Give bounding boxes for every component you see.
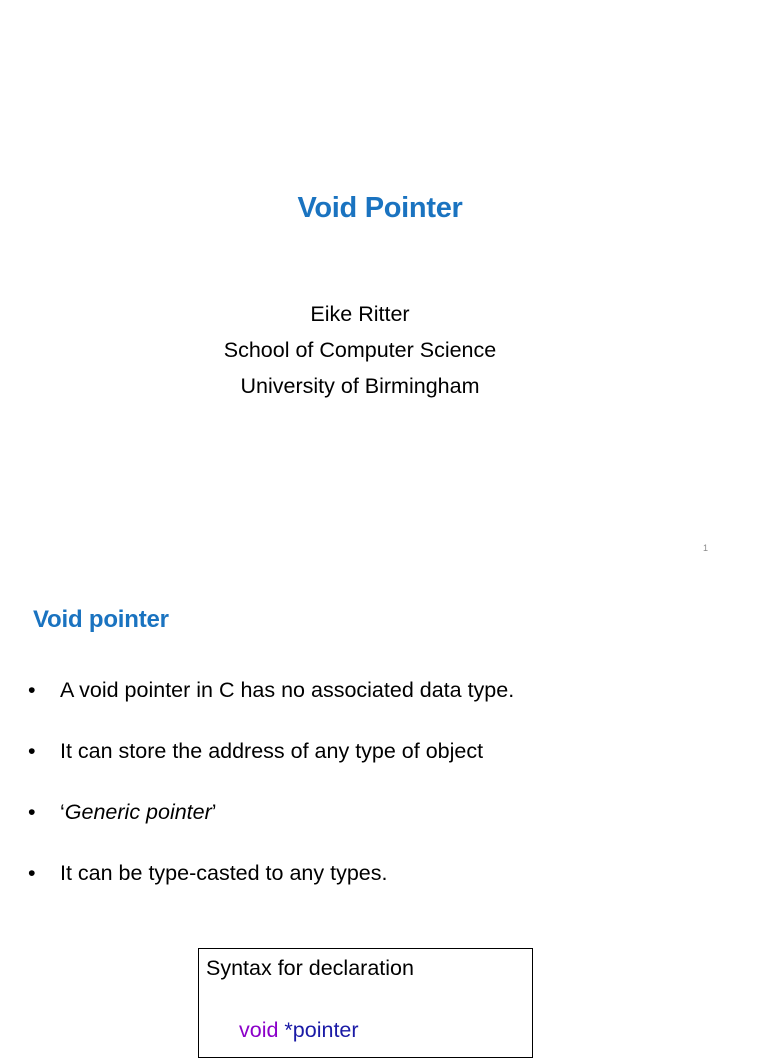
content-slide — [0, 576, 768, 1042]
bullet-marker: • — [28, 739, 36, 763]
bullet-text: A void pointer in C has no associated data type. — [60, 678, 515, 702]
slide-title: Void Pointer — [297, 192, 463, 224]
syntax-heading: Syntax for declaration — [206, 956, 414, 980]
quote-close: ’ — [211, 800, 217, 824]
bullet-marker: • — [28, 861, 36, 885]
bullet-marker: • — [28, 800, 36, 824]
bullet-text: It can be type-casted to any types. — [60, 861, 388, 885]
section-title: Void pointer — [33, 606, 169, 633]
code-identifier: *pointer — [278, 1018, 359, 1042]
code-keyword: void — [239, 1018, 279, 1042]
syntax-box — [198, 948, 533, 1058]
author-university: University of Birmingham — [240, 374, 480, 398]
bullet-text — [60, 794, 217, 830]
author-block — [0, 296, 720, 404]
bullet-text: It can store the address of any type of object — [60, 739, 484, 763]
author-name: Eike Ritter — [310, 302, 410, 326]
bullet-marker: • — [28, 678, 36, 702]
author-department: School of Computer Science — [223, 338, 497, 362]
quote-open: ‘ — [60, 800, 65, 824]
syntax-code — [239, 1015, 359, 1045]
page-number: 1 — [702, 543, 708, 553]
italic-term: Generic pointer — [64, 800, 212, 824]
